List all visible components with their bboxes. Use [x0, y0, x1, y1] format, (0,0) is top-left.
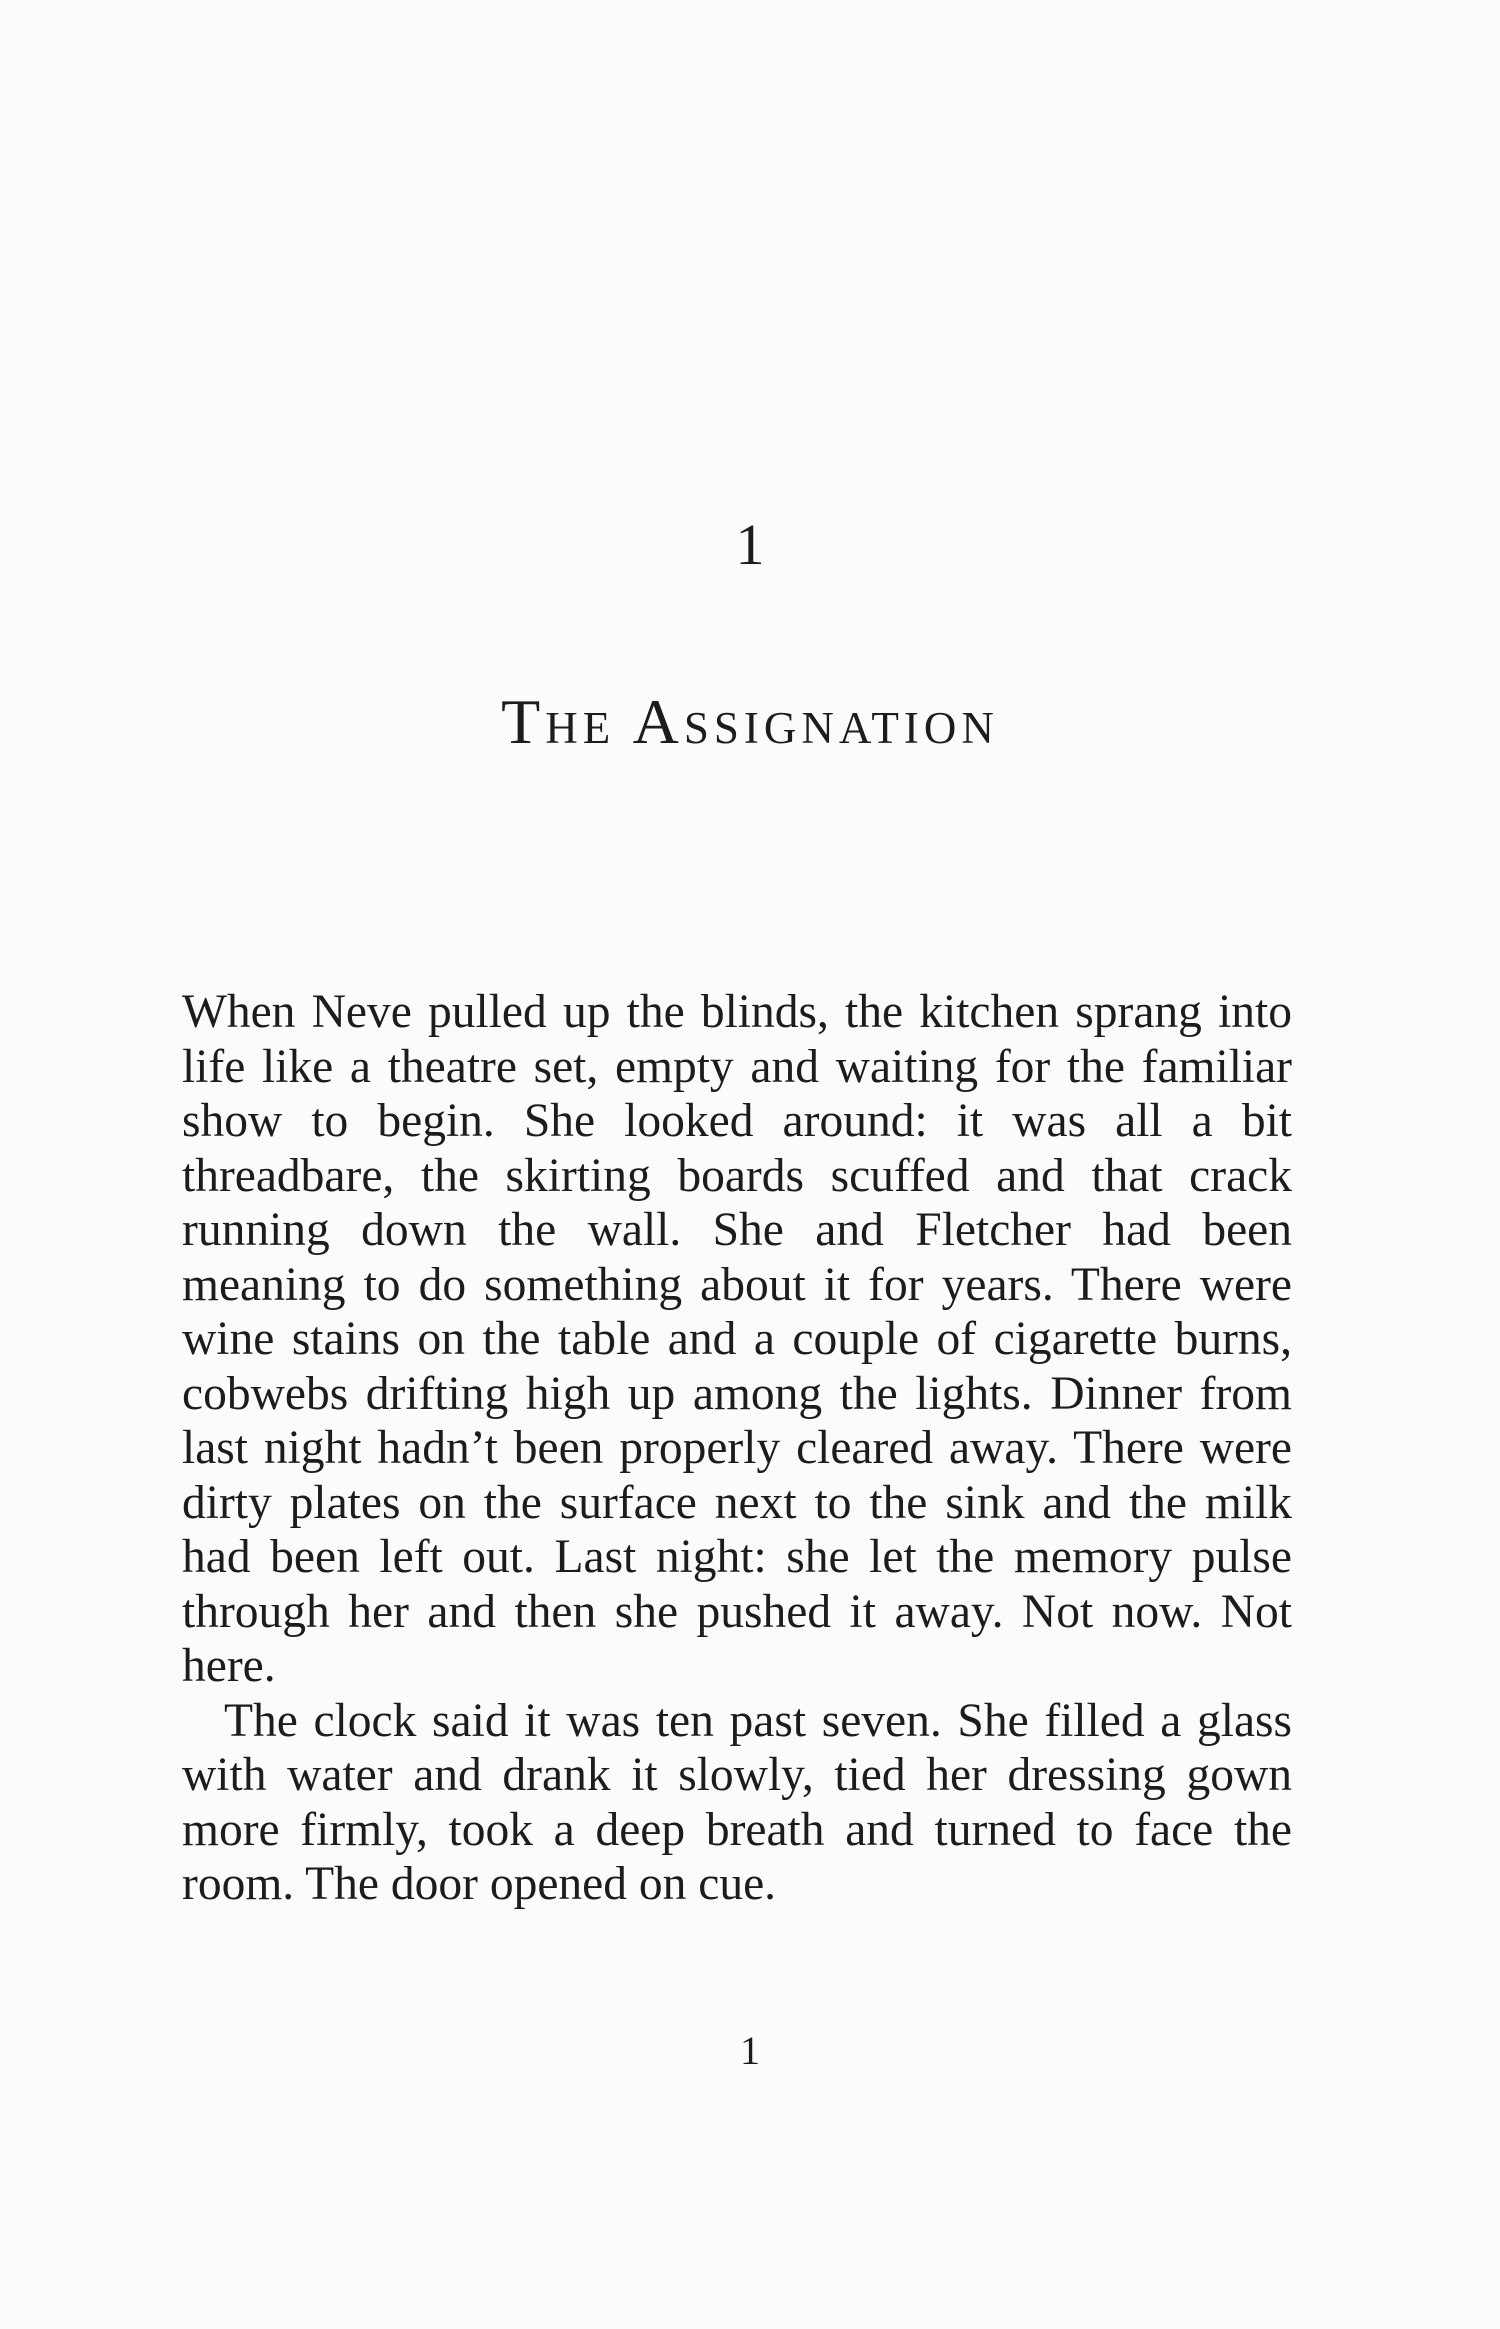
- chapter-body: [182, 985, 1292, 1912]
- page-number: 1: [740, 2028, 760, 2073]
- chapter-number: 1: [735, 512, 765, 577]
- chapter-title: The Assignation: [501, 686, 999, 757]
- paragraph: The clock said it was ten past seven. She filled a glass with water and drank it slowly, tied her dressing gown more firmly, took a deep breath and turned to face the room. The door opened on cue.: [182, 1694, 1292, 1910]
- paragraph: When Neve pulled up the blinds, the kitchen sprang into life like a theatre set, empty and waiting for the familiar show to begin. She looked around: it was all a bit threadbare, the skirting boards scuffed and that crack running down the wall. She and Fletcher had been meaning to do something about it for years. There were wine stains on the table and a couple of cigarette burns, cobwebs drifting high up among the lights. Dinner from last night hadn’t been properly cleared away. There were dirty plates on the surface next to the sink and the milk had been left out. Last night: she let the memory pulse through her and then she pushed it away. Not now. Not here.: [182, 986, 1292, 1692]
